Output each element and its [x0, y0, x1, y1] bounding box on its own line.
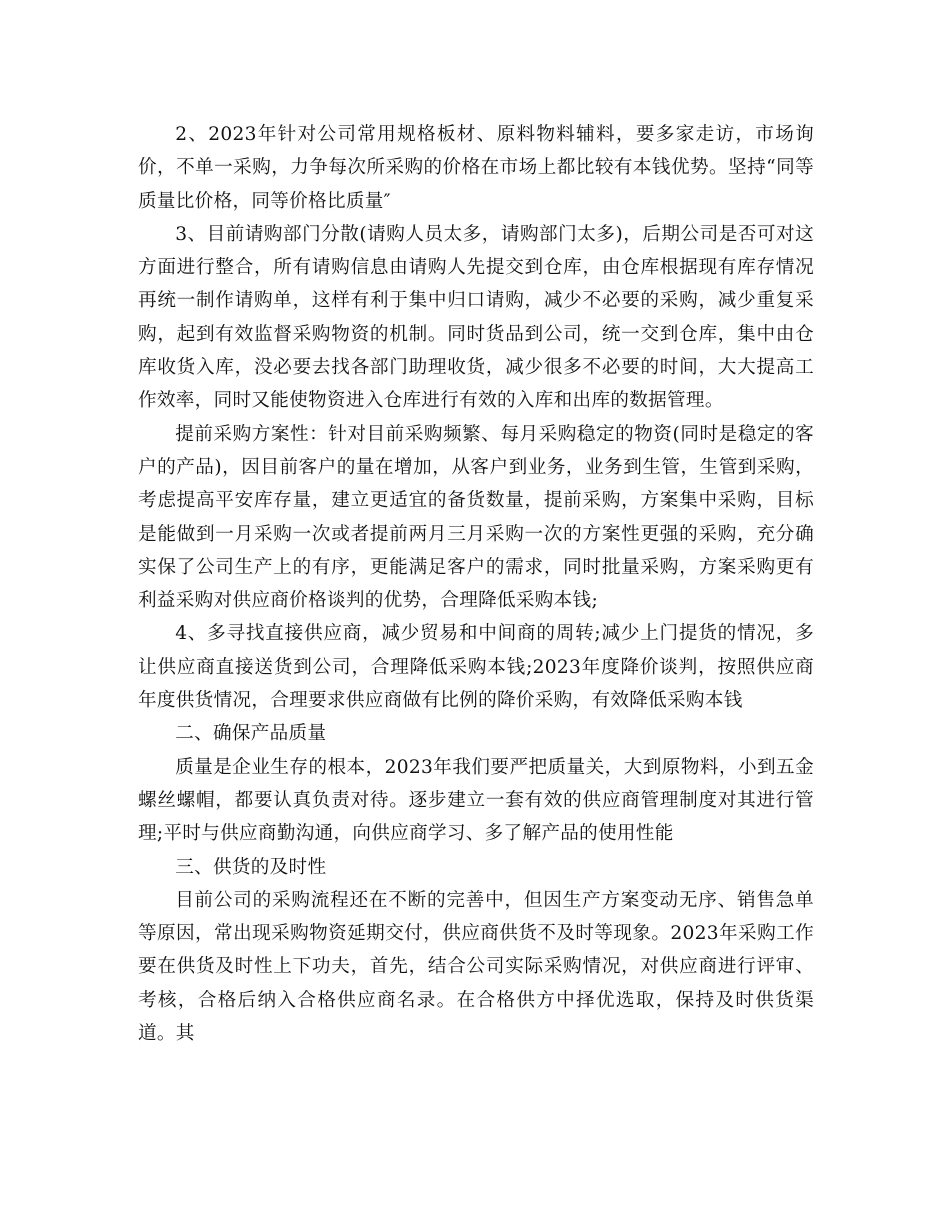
- paragraph-timeliness: 目前公司的采购流程还在不断的完善中，但因生产方案变动无序、销售急单等原因，常出现采购物资延期交付，供应商供货不及时等现象。2023年采购工作要在供货及时性上下功夫，首先，结合公司实际采购情况，对供应商进行评审、考核，合格后纳入合格供应商名录。在合格供方中择优选取，保持及时供货渠道。其: [138, 889, 814, 1045]
- paragraph-quality: 质量是企业生存的根本，2023年我们要严把质量关，大到原物料，小到五金螺丝螺帽，都要认真负责对待。逐步建立一套有效的供应商管理制度对其进行管理;平时与供应商勤沟通，向供应商学习、多了解产品的使用性能: [138, 756, 814, 845]
- document-body: [138, 118, 814, 1050]
- section-heading-quality: 二、确保产品质量: [175, 723, 327, 745]
- paragraph-advance-procurement: 提前采购方案性：针对目前采购频繁、每月采购稳定的物资(同时是稳定的客户的产品)，因目前客户的量在增加，从客户到业务，业务到生管，生管到采购，考虑提高平安库存量，建立更适宜的备货数量，提前采购，方案集中采购，目标是能做到一月采购一次或者提前两月三月采购一次的方案性更强的采购，充分确实保了公司生产上的有序，更能满足客户的需求，同时批量采购，方案采购更有利益采购对供应商价格谈判的优势，合理降低采购本钱;: [138, 423, 814, 612]
- paragraph-item-2-pricing: 2、2023年针对公司常用规格板材、原料物料辅料，要多家走访，市场询价，不单一采购，力争每次所采购的价格在市场上都比较有本钱优势。坚持“同等质量比价格，同等价格比质量″: [138, 124, 814, 212]
- section-heading-timeliness: 三、供货的及时性: [175, 856, 327, 878]
- paragraph-item-3-requisition: 3、目前请购部门分散(请购人员太多，请购部门太多)，后期公司是否可对这方面进行整合，所有请购信息由请购人先提交到仓库，由仓库根据现有库存情况再统一制作请购单，这样有利于集中归口请购，减少不必要的采购，减少重复采购，起到有效监督采购物资的机制。同时货品到公司，统一交到仓库，集中由仓库收货入库，没必要去找各部门助理收货，减少很多不必要的时间，大大提高工作效率，同时又能使物资进入仓库进行有效的入库和出库的数据管理。: [138, 223, 814, 412]
- paragraph-item-4-suppliers: 4、多寻找直接供应商，减少贸易和中间商的周转;减少上门提货的情况，多让供应商直接送货到公司，合理降低采购本钱;2023年度降价谈判，按照供应商年度供货情况，合理要求供应商做有比例的降价采购，有效降低采购本钱: [138, 623, 814, 712]
